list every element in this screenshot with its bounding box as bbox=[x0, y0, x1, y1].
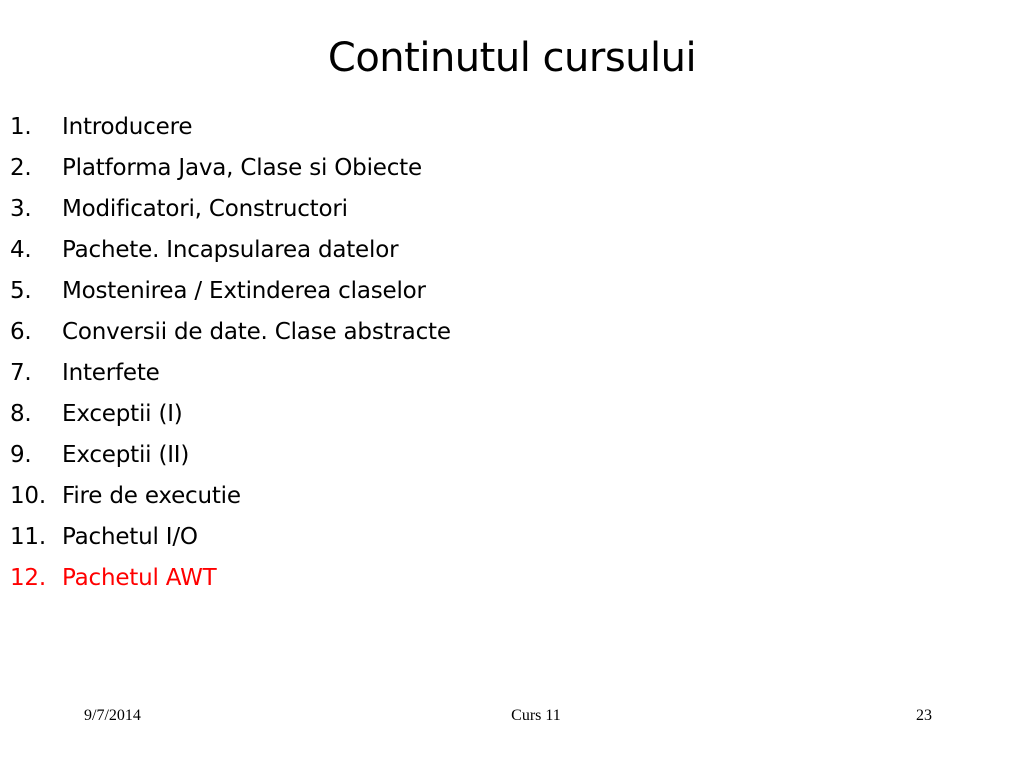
list-item bbox=[10, 106, 451, 147]
footer-date: 9/7/2014 bbox=[84, 707, 141, 724]
item-number: 8. bbox=[10, 400, 32, 427]
item-number: 11. bbox=[10, 523, 46, 550]
item-number: 4. bbox=[10, 236, 32, 263]
list-item bbox=[10, 188, 451, 229]
item-text: Platforma Java, Clase si Obiecte bbox=[62, 154, 422, 181]
footer-course: Curs 11 bbox=[511, 707, 561, 724]
item-number: 12. bbox=[10, 564, 46, 591]
list-item bbox=[10, 516, 451, 557]
list-item bbox=[10, 352, 451, 393]
item-number: 1. bbox=[10, 113, 32, 140]
item-text: Introducere bbox=[62, 113, 193, 140]
item-number: 6. bbox=[10, 318, 32, 345]
item-number: 3. bbox=[10, 195, 32, 222]
footer-page-number: 23 bbox=[916, 707, 932, 724]
item-number: 2. bbox=[10, 154, 32, 181]
item-text: Conversii de date. Clase abstracte bbox=[62, 318, 451, 345]
list-item bbox=[10, 311, 451, 352]
list-item bbox=[10, 147, 451, 188]
item-text: Exceptii (I) bbox=[62, 400, 183, 427]
list-item bbox=[10, 270, 451, 311]
course-contents-list bbox=[10, 106, 451, 598]
item-text: Fire de executie bbox=[62, 482, 241, 509]
item-text: Exceptii (II) bbox=[62, 441, 190, 468]
item-number: 7. bbox=[10, 359, 32, 386]
item-text: Modificatori, Constructori bbox=[62, 195, 348, 222]
item-text: Interfete bbox=[62, 359, 160, 386]
list-item-highlighted bbox=[10, 557, 451, 598]
list-item bbox=[10, 475, 451, 516]
item-number: 10. bbox=[10, 482, 46, 509]
item-number: 5. bbox=[10, 277, 32, 304]
item-text: Pachete. Incapsularea datelor bbox=[62, 236, 399, 263]
item-text: Pachetul I/O bbox=[62, 523, 198, 550]
item-text: Mostenirea / Extinderea claselor bbox=[62, 277, 426, 304]
list-item bbox=[10, 229, 451, 270]
item-text: Pachetul AWT bbox=[62, 564, 217, 591]
list-item bbox=[10, 434, 451, 475]
list-item bbox=[10, 393, 451, 434]
slide-title: Continutul cursului bbox=[327, 35, 697, 81]
item-number: 9. bbox=[10, 441, 32, 468]
